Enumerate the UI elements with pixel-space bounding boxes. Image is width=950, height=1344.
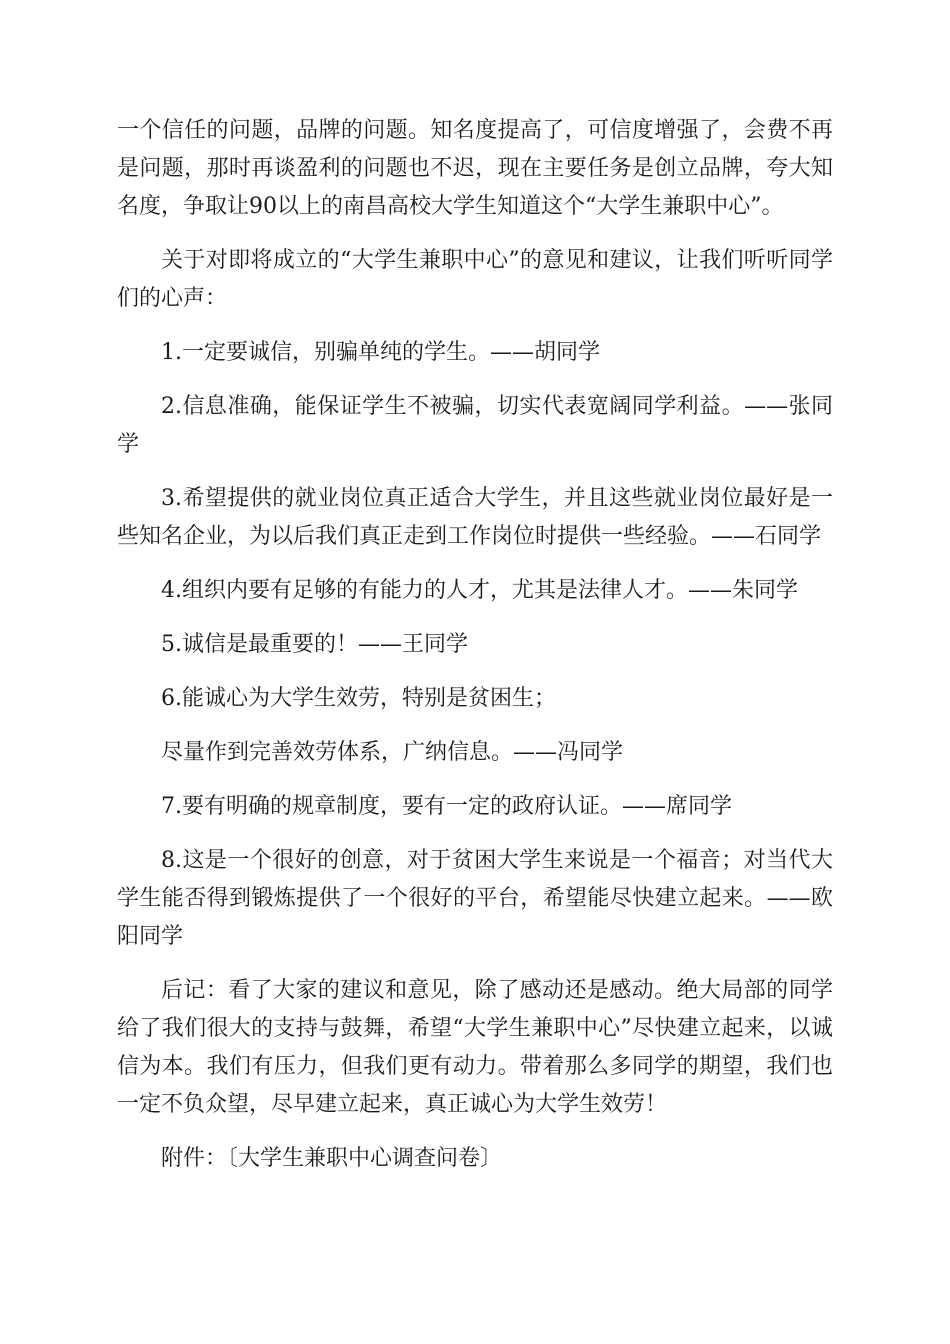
list-item: 5.诚信是最重要的！——王同学 <box>161 632 468 657</box>
paragraph: 关于对即将成立的“大学生兼职中心”的意见和建议，让我们听听同学们的心声： <box>117 248 833 311</box>
paragraph: 一个信任的问题，品牌的问题。知名度提高了，可信度增强了，会费不再是问题，那时再谈盈利的问题也不迟，现在主要任务是创立品牌，夸大知名度，争取让90以上的南昌高校大学生知道这个“大学生兼职中心”。 <box>117 118 833 219</box>
list-item: 6.能诚心为大学生效劳，特别是贫困生； <box>161 686 556 711</box>
list-item: 3.希望提供的就业岗位真正适合大学生，并且这些就业岗位最好是一些知名企业，为以后我们真正走到工作岗位时提供一些经验。——石同学 <box>117 486 833 549</box>
list-item: 7.要有明确的规章制度，要有一定的政府认证。——席同学 <box>161 794 732 819</box>
list-item: 2.信息准确，能保证学生不被骗，切实代表宽阔同学利益。——张同学 <box>117 394 833 457</box>
paragraph: 后记：看了大家的建议和意见，除了感动还是感动。绝大局部的同学给了我们很大的支持与鼓舞，希望“大学生兼职中心”尽快建立起来，以诚信为本。我们有压力，但我们更有动力。带着那么多同学的期望，我们也一定不负众望，尽早建立起来，真正诚心为大学生效劳！ <box>117 978 833 1117</box>
list-item: 1.一定要诚信，别骗单纯的学生。——胡同学 <box>161 340 600 365</box>
paragraph: 附件：〔大学生兼职中心调查问卷〕 <box>161 1146 503 1171</box>
list-item: 4.组织内要有足够的有能力的人才，尤其是法律人才。——朱同学 <box>161 578 798 603</box>
list-item: 8.这是一个很好的创意，对于贫困大学生来说是一个福音；对当代大学生能否得到锻炼提供了一个很好的平台，希望能尽快建立起来。——欧阳同学 <box>117 848 833 949</box>
document-body <box>117 112 833 1194</box>
list-item: 尽量作到完善效劳体系，广纳信息。——冯同学 <box>161 740 624 765</box>
